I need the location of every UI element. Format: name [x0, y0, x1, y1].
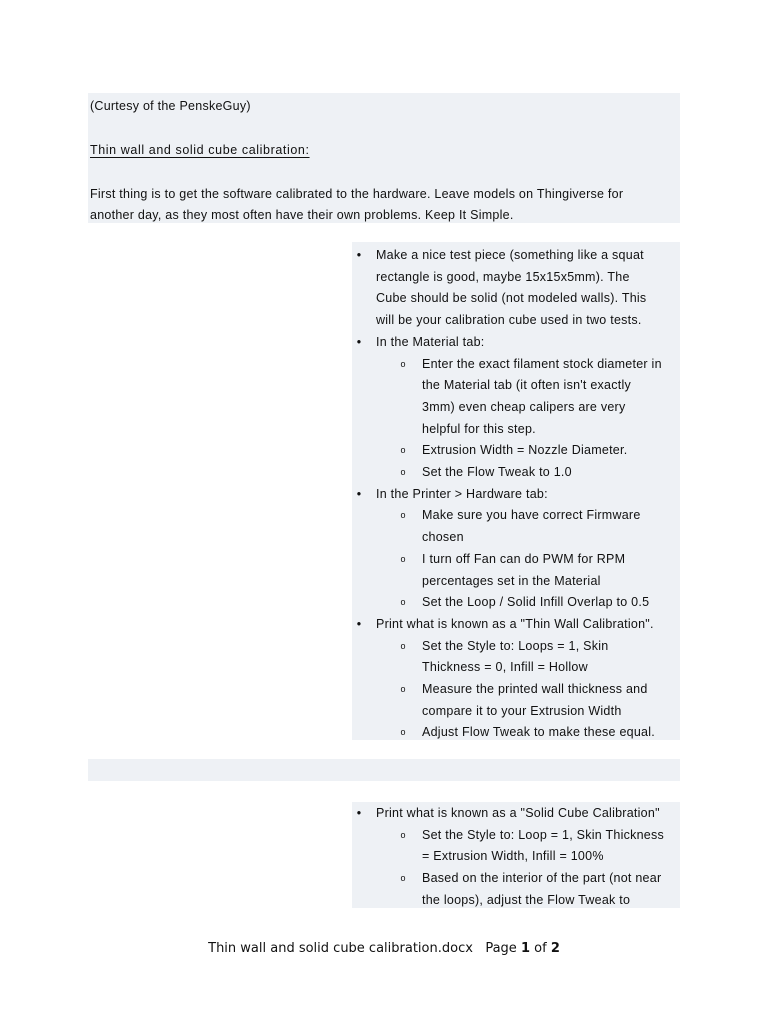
list-item-line: Print what is known as a "Solid Cube Calibration" — [376, 806, 660, 820]
sub-list-item-line: Make sure you have correct Firmware — [422, 508, 641, 523]
sub-list-item-text — [422, 868, 680, 911]
sub-list-item — [396, 549, 680, 592]
bullet-marker: • — [356, 248, 362, 262]
sub-bullet-marker: o — [400, 467, 406, 477]
bullet-marker: • — [356, 616, 362, 631]
sub-list-item-text — [422, 679, 680, 722]
sub-bullet-marker: o — [400, 873, 406, 884]
page-footer — [0, 941, 768, 956]
sub-list-item — [396, 868, 680, 911]
sub-bullet-marker: o — [400, 829, 406, 840]
sub-list-item-line: = Extrusion Width, Infill = 100% — [422, 849, 604, 864]
sub-list-item-line: percentages set in the Material — [422, 573, 601, 588]
separator-shading — [88, 759, 680, 781]
sub-bullet-marker: o — [400, 358, 406, 369]
list-item-line: Cube should be solid (not modeled walls). This — [376, 291, 647, 306]
section-heading: Thin wall and solid cube calibration: — [90, 143, 310, 157]
bullet-marker: • — [356, 334, 362, 349]
sub-list-item-text — [422, 440, 680, 462]
sub-list-item-text — [422, 462, 680, 484]
sub-list-item — [396, 354, 680, 441]
sub-bullet-marker: o — [400, 445, 406, 456]
sub-bullet-marker: o — [400, 553, 406, 564]
list-item-line: In the Printer > Hardware tab: — [376, 486, 548, 501]
list-item-line: Print what is known as a "Thin Wall Calibration". — [376, 616, 654, 631]
list-item-text — [376, 803, 680, 825]
sub-list-item-line: I turn off Fan can do PWM for RPM — [422, 551, 626, 566]
list-item-line: In the Material tab: — [376, 334, 485, 349]
sub-bullet-marker: o — [400, 640, 406, 651]
bullet-marker: • — [356, 486, 362, 501]
sub-list-item-text — [422, 549, 680, 592]
footer-filename: Thin wall and solid cube calibration.docx — [208, 941, 473, 956]
sub-bullet-marker: o — [400, 510, 406, 521]
list-item — [352, 245, 680, 332]
list-item — [352, 332, 680, 354]
sub-list-item-line: Set the Style to: Loop = 1, Skin Thickness — [422, 827, 665, 842]
bullet-marker: • — [356, 806, 362, 820]
sub-list-item — [396, 722, 680, 744]
sub-list-item-text — [422, 505, 680, 548]
intro-paragraph-line-1: First thing is to get the software calibrated to the hardware. Leave models on Thingiverse for — [90, 187, 624, 201]
sub-list-item — [396, 636, 680, 679]
list-item — [352, 803, 680, 825]
sub-list-item-line: Enter the exact filament stock diameter in — [422, 356, 662, 371]
sub-list-item-line: the loops), adjust the Flow Tweak to — [422, 892, 631, 907]
sub-list-item-text — [422, 636, 680, 679]
intro-paragraph-line-2: another day, as they most often have their own problems. Keep It Simple. — [90, 208, 514, 222]
sub-list-item-line: Thickness = 0, Infill = Hollow — [422, 660, 588, 675]
list-item-text — [376, 332, 680, 354]
sub-list-item — [396, 505, 680, 548]
footer-page-total: 2 — [550, 941, 560, 956]
sub-list-item-line: chosen — [422, 530, 464, 545]
sub-list-item — [396, 825, 680, 868]
list-item-text — [376, 484, 680, 506]
list-item — [352, 614, 680, 636]
footer-of-word: of — [534, 941, 547, 956]
list-item-line: rectangle is good, maybe 15x15x5mm). The — [376, 269, 630, 284]
sub-list-item-line: Based on the interior of the part (not near — [422, 871, 662, 886]
sub-bullet-marker: o — [400, 597, 406, 608]
sub-list-item-line: Set the Loop / Solid Infill Overlap to 0.5 — [422, 595, 650, 610]
list-item-line: Make a nice test piece (something like a squat — [376, 248, 644, 262]
sub-list-item-line: the Material tab (it often isn't exactly — [422, 378, 632, 393]
sub-list-item-line: helpful for this step. — [422, 421, 536, 436]
list-item-line: will be your calibration cube used in two tests. — [376, 313, 642, 328]
sub-list-item-line: 3mm) even cheap calipers are very — [422, 399, 626, 414]
sub-list-item-text — [422, 592, 680, 614]
footer-page-current: 1 — [520, 941, 530, 956]
list-item-text — [376, 614, 680, 636]
sub-list-item-line: Adjust Flow Tweak to make these equal. — [422, 725, 655, 740]
sub-list-item-line: compare it to your Extrusion Width — [422, 703, 622, 718]
sub-list-item-line: Extrusion Width = Nozzle Diameter. — [422, 443, 628, 458]
sub-bullet-marker: o — [400, 727, 406, 738]
sub-list-item-line: Set the Flow Tweak to 1.0 — [422, 465, 572, 479]
sub-list-item-line: Set the Style to: Loops = 1, Skin — [422, 638, 609, 653]
list-item-text — [376, 245, 680, 332]
sub-list-item-text — [422, 354, 680, 441]
sub-bullet-marker: o — [400, 684, 406, 694]
sub-list-item — [396, 679, 680, 722]
sub-list-item-text — [422, 825, 680, 868]
sub-list-item-line: Measure the printed wall thickness and — [422, 682, 648, 696]
sub-list-item — [396, 440, 680, 462]
sub-list-item-text — [422, 722, 680, 744]
sub-list-item — [396, 462, 680, 484]
footer-page-word: Page — [485, 941, 517, 956]
list-item — [352, 484, 680, 506]
sub-list-item — [396, 592, 680, 614]
credit-line: (Curtesy of the PenskeGuy) — [90, 99, 251, 113]
